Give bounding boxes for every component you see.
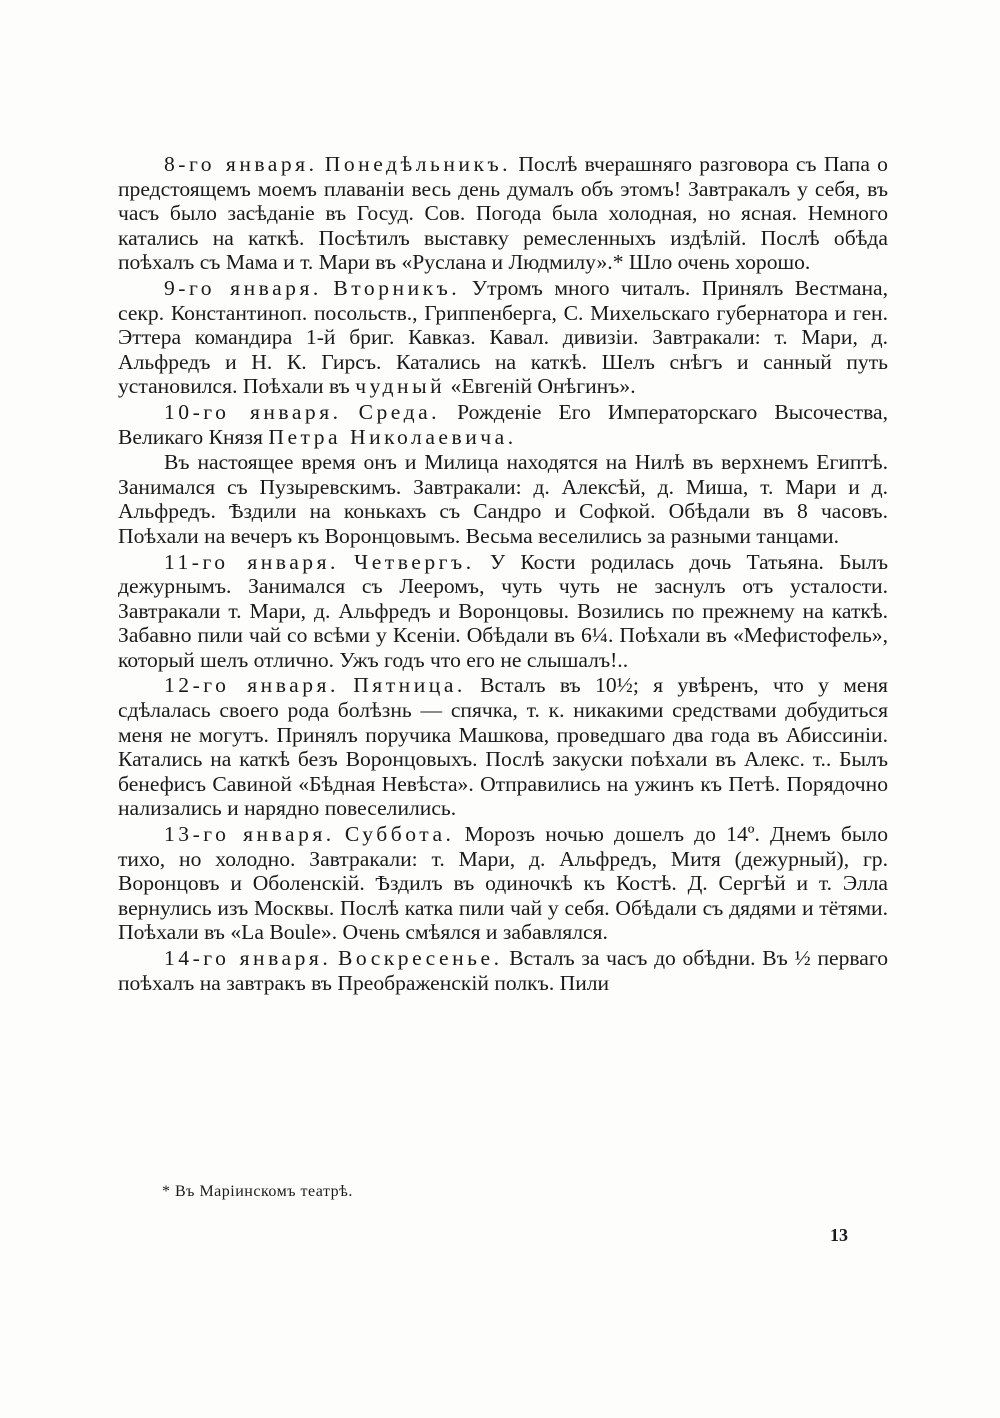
entry-weekday: Пятница.: [353, 673, 466, 698]
entry-date: 9-го января.: [164, 275, 322, 300]
entry-date: 13-го января.: [164, 822, 335, 847]
entry-date: 8-го января.: [164, 152, 318, 176]
entry-weekday: Воскресенье.: [337, 946, 503, 970]
entry-weekday: Вторникъ.: [333, 275, 461, 300]
entry-date: 10-го января.: [164, 399, 342, 424]
entry-body: Въ настоящее время онъ и Милица находятся на Нилѣ въ верхнемъ Египтѣ. Занимался съ Пузыревскимъ. Завтракали: д. Алексѣй, д. Миша, т. Мари и д. Альфредъ. Ѣздили на конькахъ съ Сандро и Софкой. Обѣдали въ 8 часовъ. Поѣхали на вечеръ къ Воронцовымъ. Весьма веселились за разными танцами.: [118, 450, 888, 548]
entry-jan-10-continued: [118, 450, 888, 548]
entry-jan-13: [118, 822, 888, 945]
entry-body: Рожденiе Его Императорскаго Высочества, Великаго Князя: [118, 399, 888, 449]
entry-date: 12-го января.: [164, 673, 339, 698]
entry-jan-11: [118, 550, 888, 673]
entry-emphasis: чудный: [355, 374, 446, 399]
entry-date: 11-го января.: [164, 549, 339, 574]
entry-weekday: Понедѣльникъ.: [324, 152, 512, 176]
entry-jan-14: [118, 946, 888, 995]
page-number: 13: [830, 1225, 848, 1245]
entry-body: Всталъ за часъ до обѣдни. Въ ½ перваго поѣхалъ на завтракъ въ Преображенскiй полкъ. Пили: [118, 946, 889, 995]
entry-jan-8: [118, 152, 888, 275]
entry-weekday: Суббота.: [344, 822, 455, 847]
entry-jan-9: [118, 276, 888, 399]
entry-body: Всталъ въ 10½; я увѣренъ, что у меня сдѣлалась своего рода болѣзнь — спячка, т. к. никакими средствами добудиться меня не могутъ. Принялъ поручика Машкова, проведшаго два года въ Абиссинiи. Катались на каткѣ безъ Воронцовыхъ. Послѣ закуски поѣхали въ Алекс. т.. Былъ бенефисъ Савиной «Бѣдная Невѣста». Отправились на ужинъ къ Петѣ. Порядочно нализались и нарядно повеселились.: [118, 673, 888, 821]
entry-weekday: Среда.: [358, 399, 441, 424]
diary-text: [118, 152, 888, 996]
entry-weekday: Четвергъ.: [354, 549, 475, 574]
entry-jan-10: [118, 400, 888, 449]
entry-emphasis: Петра Николаевича.: [268, 424, 517, 449]
entry-body: Утромъ много читалъ. Принялъ Вестмана, секр. Константиноп. посольств., Гриппенберга, С. Михельскаго губернатора и ген. Эттера командира 1-й бриг. Кавказ. Кавал. дивизiи. Завтракали: т. Мари, д. Альфредъ и Н. К. Гирсъ. Катались на каткѣ. Шелъ снѣгъ и санный путь установился. Поѣхали въ: [118, 275, 888, 399]
footnote: * Въ Марiинскомъ театрѣ.: [162, 1183, 353, 1200]
entry-body-continued: «Евгенiй Онѣгинъ».: [450, 374, 636, 399]
entry-body: Послѣ вчерашняго разговора съ Папа о предстоящемъ моемъ плаванiи весь день думалъ объ этомъ! Завтракалъ у себя, въ часъ было засѣданiе въ Госуд. Сов. Погода была холодная, но ясная. Немного катались на каткѣ. Посѣтилъ выставку ремесленныхъ издѣлiй. Послѣ обѣда поѣхалъ съ Мама и т. Мари въ «Руслана и Людмилу».* Шло очень хорошо.: [118, 152, 888, 275]
entry-jan-12: [118, 673, 888, 821]
entry-body: У Кости родилась дочь Татьяна. Былъ дежурнымъ. Занимался съ Лееромъ, чуть чуть не заснулъ отъ усталости. Завтракали т. Мари, д. Альфредъ и Воронцовы. Возились по прежнему на каткѣ. Забавно пили чай со всѣми у Ксенiи. Обѣдали въ 6¼. Поѣхали въ «Мефистофель», который шелъ отлично. Ужъ годъ что его не слышалъ!..: [118, 549, 889, 672]
entry-body: Морозъ ночью дошелъ до 14º. Днемъ было тихо, но холодно. Завтракали: т. Мари, д. Альфредъ, Митя (дежурный), гр. Воронцовъ и Оболенскiй. Ѣздилъ въ одиночкѣ къ Костѣ. Д. Сергѣй и т. Элла вернулись изъ Москвы. Послѣ катка пили чай у себя. Обѣдали съ дядями и тётями. Поѣхали въ «La Boule». Очень смѣялся и забавлялся.: [118, 822, 888, 945]
entry-date: 14-го января.: [164, 946, 332, 970]
